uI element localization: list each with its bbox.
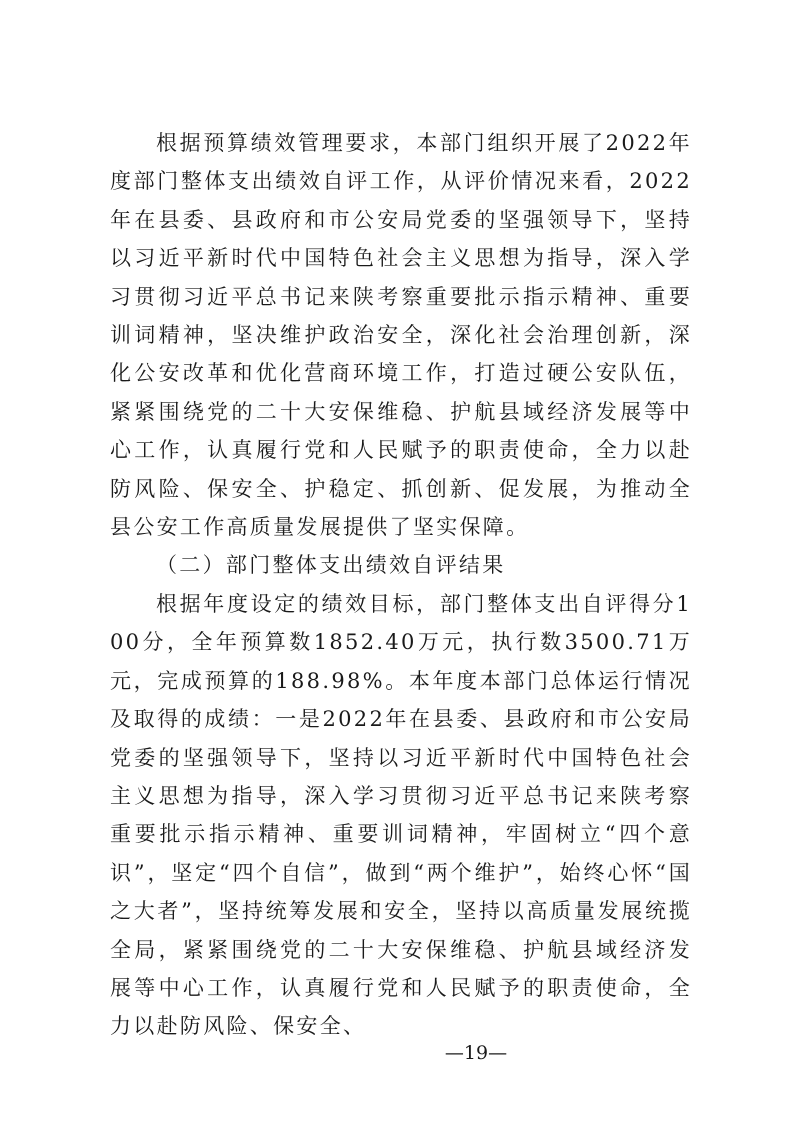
section-heading: （二）部门整体支出绩效自评结果 — [156, 553, 506, 578]
document-body — [110, 124, 692, 1046]
body-paragraph: 根据年度设定的绩效目标，部门整体支出自评得分100分，全年预算数1852.40万元，执行数3500.71万元，完成预算的188.98%。本年度本部门总体运行情况及取得的成绩：一是2022年在县委、县政府和市公安局党委的坚强领导下，坚持以习近平新时代中国特色社会主义思想为指导，深入学习贯彻习近平总书记来陕考察重要批示指示精神、重要训词精神，牢固树立“四个意识”，坚定“四个自信”，做到“两个维护”，始终心怀“国之大者”，坚持统筹发展和安全，坚持以高质量发展统揽全局，紧紧围绕党的二十大安保维稳、护航县域经济发展等中心工作，认真履行党和人民赋予的职责使命，全力以赴防风险、保安全、 — [110, 591, 692, 1039]
page-number-text: —19— — [444, 1042, 508, 1064]
page-number — [0, 1042, 792, 1064]
body-paragraph: 根据预算绩效管理要求，本部门组织开展了2022年度部门整体支出绩效自评工作，从评价情况来看，2022年在县委、县政府和市公安局党委的坚强领导下，坚持以习近平新时代中国特色社会主义思想为指导，深入学习贯彻习近平总书记来陕考察重要批示指示精神、重要训词精神，坚决维护政治安全，深化社会治理创新，深化公安改革和优化营商环境工作，打造过硬公安队伍，紧紧围绕党的二十大安保维稳、护航县域经济发展等中心工作，认真履行党和人民赋予的职责使命，全力以赴防风险、保安全、护稳定、抓创新、促发展，为推动全县公安工作高质量发展提供了坚实保障。 — [110, 131, 692, 540]
